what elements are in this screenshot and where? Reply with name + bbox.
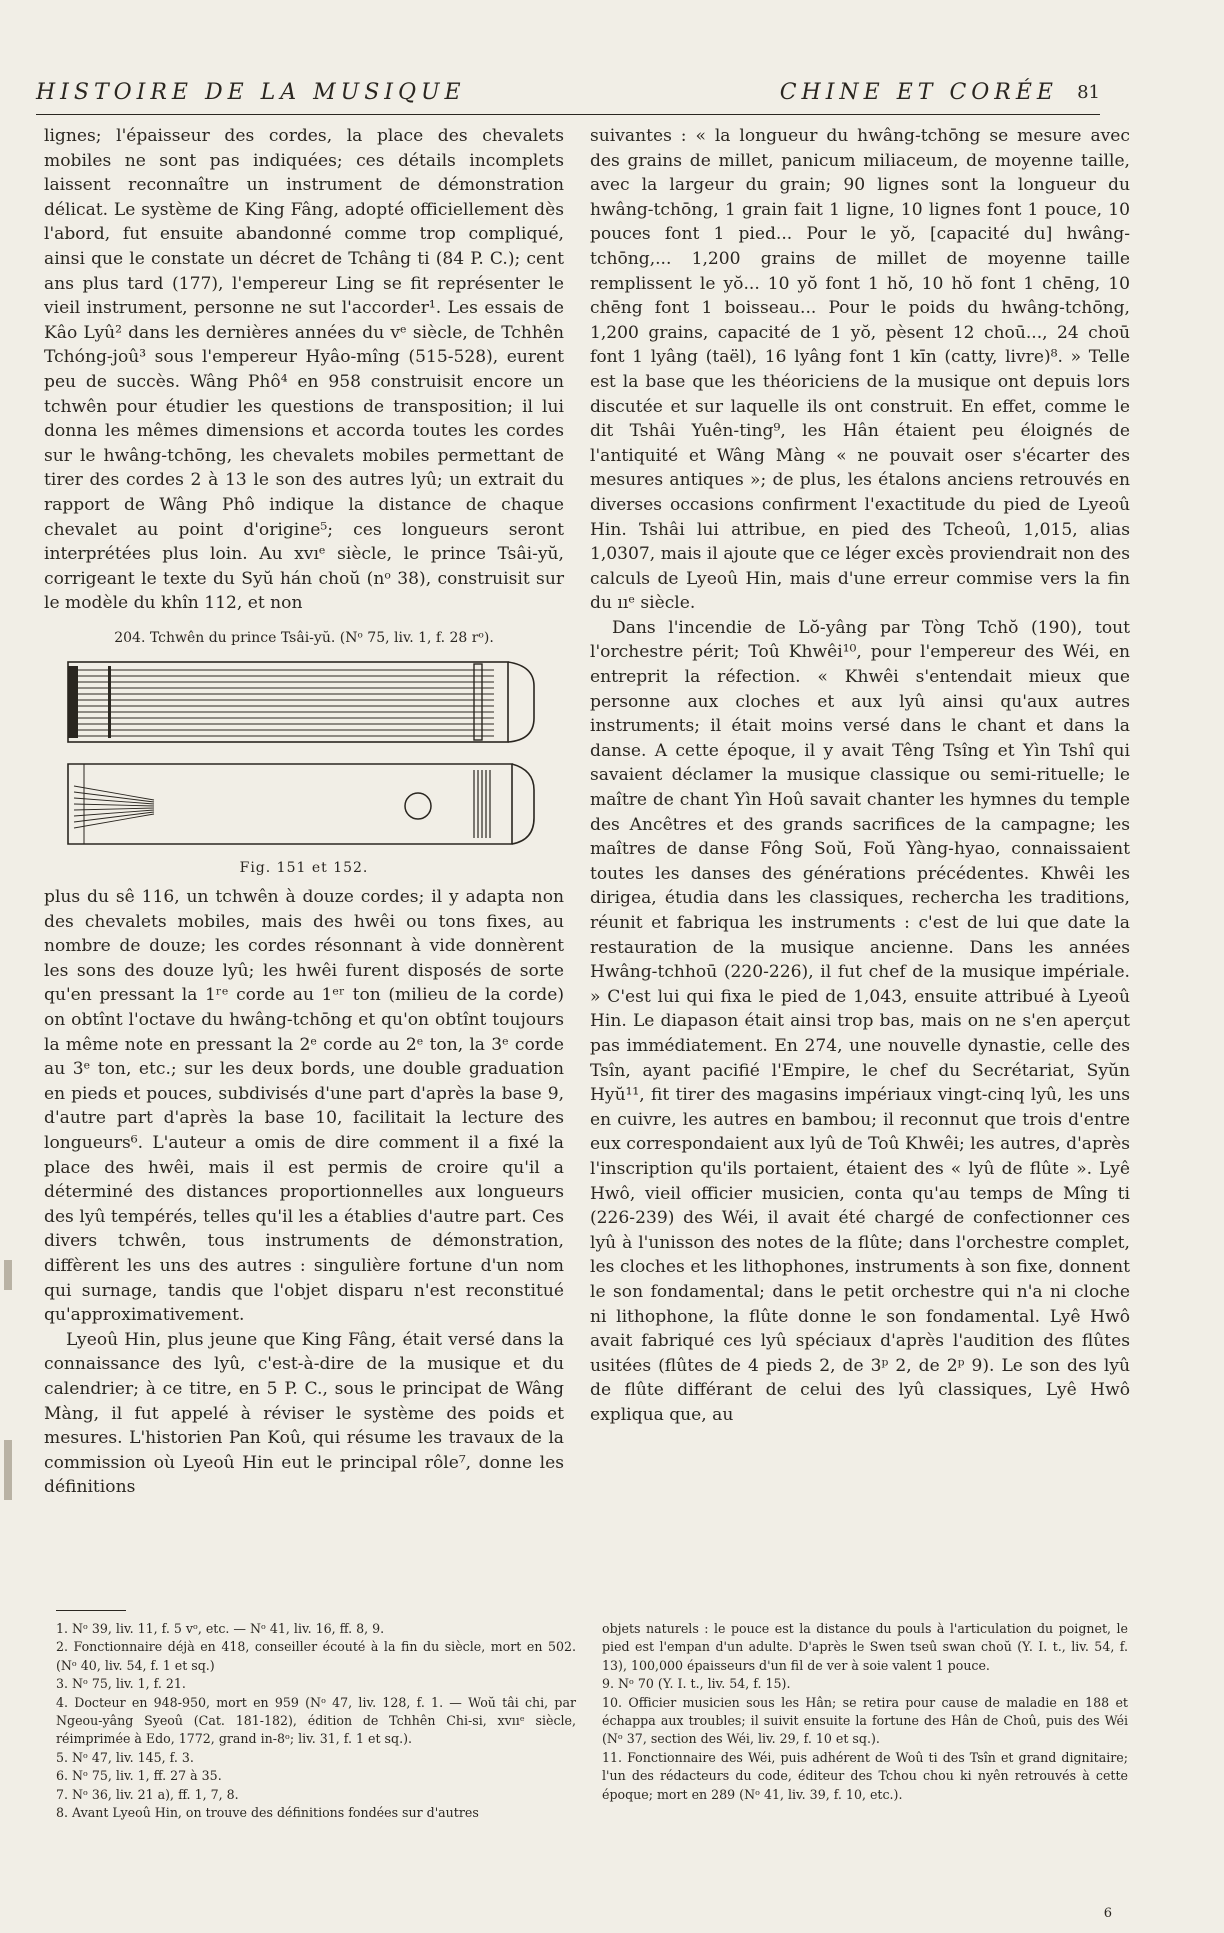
footnote: 1. Nᵒ 39, liv. 11, f. 5 vᵒ, etc. — Nᵒ 41, liv. 16, ff. 8, 9. (56, 1621, 385, 1636)
footnote: 7. Nᵒ 36, liv. 21 a), ff. 1, 7, 8. (56, 1786, 239, 1802)
header-left-title: HISTOIRE DE LA MUSIQUE (36, 80, 466, 105)
header-rule (36, 114, 1100, 115)
margin-stain (4, 1260, 12, 1290)
footnote: 4. Docteur en 948-950, mort en 959 (Nᵒ 47, liv. 128, f. 1. — Woŭ tâi chi, par Ngeou-yâng Syeoû (Cat. 181-182), édition de Tchhên Chi-si, xvııᵉ siècle, réimprimée à Edo, 1772, grand in-8ᵒ; liv. 31, f. 1 et sq.). (56, 1694, 576, 1747)
page-number: 81 (1077, 82, 1100, 103)
footnote: 5. Nᵒ 47, liv. 145, f. 3. (56, 1749, 194, 1765)
footnote: 10. Officier musicien sous les Hân; se retira pour cause de maladie en 188 et échappa aux troubles; il suivit ensuite la fortune des Hân de Choû, puis des Wéi (Nᵒ 37, section des Wéi, liv. 29, f. 10 et sq.). (602, 1694, 1128, 1747)
footnotes-right (602, 1620, 1128, 1804)
figure-caption: 204. Tchwên du prince Tsâi-yŭ. (Nᵒ 75, liv. 1, f. 28 rᵒ). (114, 629, 494, 646)
margin-stain (4, 1440, 12, 1500)
figure-zither-side-view (64, 656, 544, 748)
footnote: 11. Fonctionnaire des Wéi, puis adhérent de Woû ti des Tsîn et grand dignitaire; l'un des rédacteurs du code, éditeur des Tchou chou ki nyên retrouvés à cette époque; mort en 289 (Nᵒ 41, liv. 39, f. 10, etc.). (602, 1749, 1128, 1802)
right-paragraph-2: Dans l'incendie de Lŏ-yâng par Tòng Tchŏ (190), tout l'orchestre périt; Toû Khwêi¹⁰, pour l'empereur des Wéi, en entreprit la réfection. « Khwêi s'entendait mieux que personne aux cloches et aux lyû ainsi qu'aux autres instruments; il était moins versé dans le chant et dans la danse. A cette époque, il y avait Têng Tsîng et Yìn Tshî qui savaient déclamer la musique classique ou semi-rituelle; le maître de chant Yìn Hoû savait chanter les hymnes du temple des Ancêtres et des grands sacrifices de la campagne; les maîtres de danse Fông Soŭ, Foŭ Yàng-hyao, connaissaient toutes les danses des générations précédentes. Khwêi les dirigea, étudia dans les classiques, rechercha les traditions, réunit et fabriqua les instruments : c'est de lui que date la restauration de la musique ancienne. Dans les années Hwâng-tchhoū (220-226), il fut chef de la musique impériale. » C'est lui qui fixa le pied de 1,043, ensuite attribué à Lyeoû Hin. Le diapason était ainsi trop bas, mais on ne s'en aperçut pas immédiatement. En 274, une nouvelle dynastie, celle des Tsîn, ayant pacifié l'Empire, le chef du Secrétariat, Syŭn Hyŭ¹¹, fit tirer des magasins impériaux vingt-cinq lyû, les uns en cuivre, les autres en bambou; il reconnut que trois d'entre eux correspondaient aux lyû de Toû Khwêi; les autres, d'après l'inscription qu'ils portaient, étaient des « lyû de flûte ». Lyê Hwô, vieil officier musicien, conta qu'au temps de Mîng ti (226-239) des Wéi, il avait été chargé de confectionner ces lyû à l'unisson des notes de la flûte; dans l'orchestre complet, les cloches et les lithophones, instruments à son fixe, donnent le son fondamental; dans le petit orchestre qui n'a ni cloche ni lithophone, la flûte donne le son fondamental. Lyê Hwô avait fabriqué ces lyû spéciaux d'après l'audition des flûtes usitées (flûtes de 4 pieds 2, de 3ᵖ 2, de 2ᵖ 9). Le son des lyû de flûte différant de celui des lyû classiques, Lyê Hwô expliqua que, au (590, 617, 1130, 1425)
right-column (590, 124, 1130, 1427)
footnote: 8. Avant Lyeoû Hin, on trouve des définitions fondées sur d'autres (56, 1805, 479, 1821)
footnotes-left (56, 1620, 576, 1822)
footnote: 9. Nᵒ 70 (Y. I. t., liv. 54, f. 15). (602, 1676, 791, 1692)
left-paragraph-3: Lyeoû Hin, plus jeune que King Fâng, était versé dans la connaissance des lyû, c'est-à-dire de la musique et du calendrier; à ce titre, en 5 P. C., sous le principat de Wâng Màng, il fut appelé à réviser le système des poids et mesures. L'historien Pan Koû, qui résume les travaux de la commission où Lyeoû Hin eut le principal rôle⁷, donne les définitions (44, 1329, 564, 1498)
figure-zither-top-view (64, 756, 544, 852)
footnote: 6. Nᵒ 75, liv. 1, ff. 27 à 35. (56, 1768, 222, 1784)
running-header (36, 80, 1100, 110)
left-paragraph-1: lignes; l'épaisseur des cordes, la place des chevalets mobiles ne sont pas indiquées; ces détails incomplets laissent reconnaître un instrument de démonstration délicat. Le système de King Fâng, adopté officiellement dès l'abord, fut ensuite abandonné comme trop compliqué, ainsi que le constate un décret de Tchâng ti (84 P. C.); cent ans plus tard (177), l'empereur Ling se fit représenter le vieil instrument, personne ne sut l'accorder¹. Les essais de Kâo Lyû² dans les dernières années du vᵉ siècle, de Tchhên Tchóng-joû³ sous l'empereur Hyâo-mîng (515-528), eurent peu de succès. Wâng Phô⁴ en 958 construisit encore un tchwên pour étudier les questions de transposition; il lui donna les mêmes dimensions et accorda toutes les cordes sur le hwâng-tchōng, les chevalets mobiles permettant de tirer des cordes 2 à 13 le son des autres lyû; un extrait du rapport de Wâng Phô indique la distance de chaque chevalet au point d'origine⁵; ces longueurs seront interprétées plus loin. Au xvıᵉ siècle, le prince Tsâi-yŭ, corrigeant le texte du Syŭ hán choŭ (nᵒ 38), construisit sur le modèle du khîn 112, et non (44, 126, 564, 614)
footnote: 2. Fonctionnaire déjà en 418, conseiller écouté à la fin du siècle, mort en 502. (Nᵒ 40, liv. 54, f. 1 et sq.) (56, 1639, 576, 1673)
footnote: objets naturels : le pouce est la distance du pouls à l'articulation du poignet, le pied est l'empan d'un adulte. D'après le Swen tseû swan choŭ (Y. I. t., liv. 54, f. 13), 100,000 épaisseurs d'un fil de ver à soie valent 1 pouce. (602, 1621, 1128, 1673)
right-paragraph-1: suivantes : « la longueur du hwâng-tchōng se mesure avec des grains de millet, panicum miliaceum, de moyenne taille, avec la largeur du grain; 90 lignes sont la longueur du hwâng-tchōng, 1 grain fait 1 ligne, 10 lignes font 1 pouce, 10 pouces font 1 pied... Pour le yŏ, [capacité du] hwâng-tchōng,... 1,200 grains de millet de moyenne taille remplissent le yŏ... 10 yŏ font 1 hŏ, 10 hŏ font 1 chēng, 10 chēng font 1 boisseau... Pour le poids du hwâng-tchōng, 1,200 grains, capacité de 1 yŏ, pèsent 12 choū..., 24 choū font 1 lyâng (taël), 16 lyâng font 1 kīn (catty, livre)⁸. » Telle est la base que les théoriciens de la musique ont depuis lors discutée et sur laquelle ils ont construit. En effet, comme le dit Tshâi Yuên-ting⁹, les Hân étaient peu éloignés de l'antiquité et Wâng Màng « ne pouvait oser s'écarter des mesures antiques »; de plus, les étalons anciens retrouvés en diverses occasions confirment l'exactitude du pied de Lyeoû Hin. Tshâi lui attribue, en pied des Tcheoû, 1,015, alias 1,0307, mais il ajoute que ce léger excès proviendrait non des calculs de Lyeoû Hin, mais d'une erreur commise vers la fin du ııᵉ siècle. (590, 126, 1130, 614)
header-right-title: CHINE ET CORÉE (779, 80, 1058, 105)
signature-mark: 6 (1103, 1906, 1112, 1921)
left-paragraph-2: plus du sê 116, un tchwên à douze cordes; il y adapta non des chevalets mobiles, mais des hwêi ou tons fixes, au nombre de douze; les cordes résonnant à vide donnèrent les sons des douze lyû; les hwêi furent disposés de sorte qu'en pressant la 1ʳᵉ corde au 1ᵉʳ ton (milieu de la corde) on obtînt l'octave du hwâng-tchōng et qu'on obtînt toujours la même note en pressant la 2ᵉ corde au 2ᵉ ton, la 3ᵉ corde au 3ᵉ ton, etc.; sur les deux bords, une double graduation en pieds et pouces, subdivisés d'une part d'après la base 9, d'autre part d'après la base 10, facilitait la lecture des longueurs⁶. L'auteur a omis de dire comment il a fixé la place des hwêi, mais il est permis de croire qu'il a déterminé des distances proportionnelles aux longueurs des lyû tempérés, telles qu'il les a établies d'autre part. Ces divers tchwên, tous instruments de démonstration, diffèrent les uns des autres : singulière fortune d'un nom qui surnage, tandis que l'objet disparu n'est reconstitué qu'approximativement. (44, 887, 564, 1326)
footnote: 3. Nᵒ 75, liv. 1, f. 21. (56, 1676, 186, 1692)
footnote-rule (56, 1610, 126, 1611)
left-column (44, 124, 564, 1500)
figure-title: Fig. 151 et 152. (239, 860, 369, 877)
